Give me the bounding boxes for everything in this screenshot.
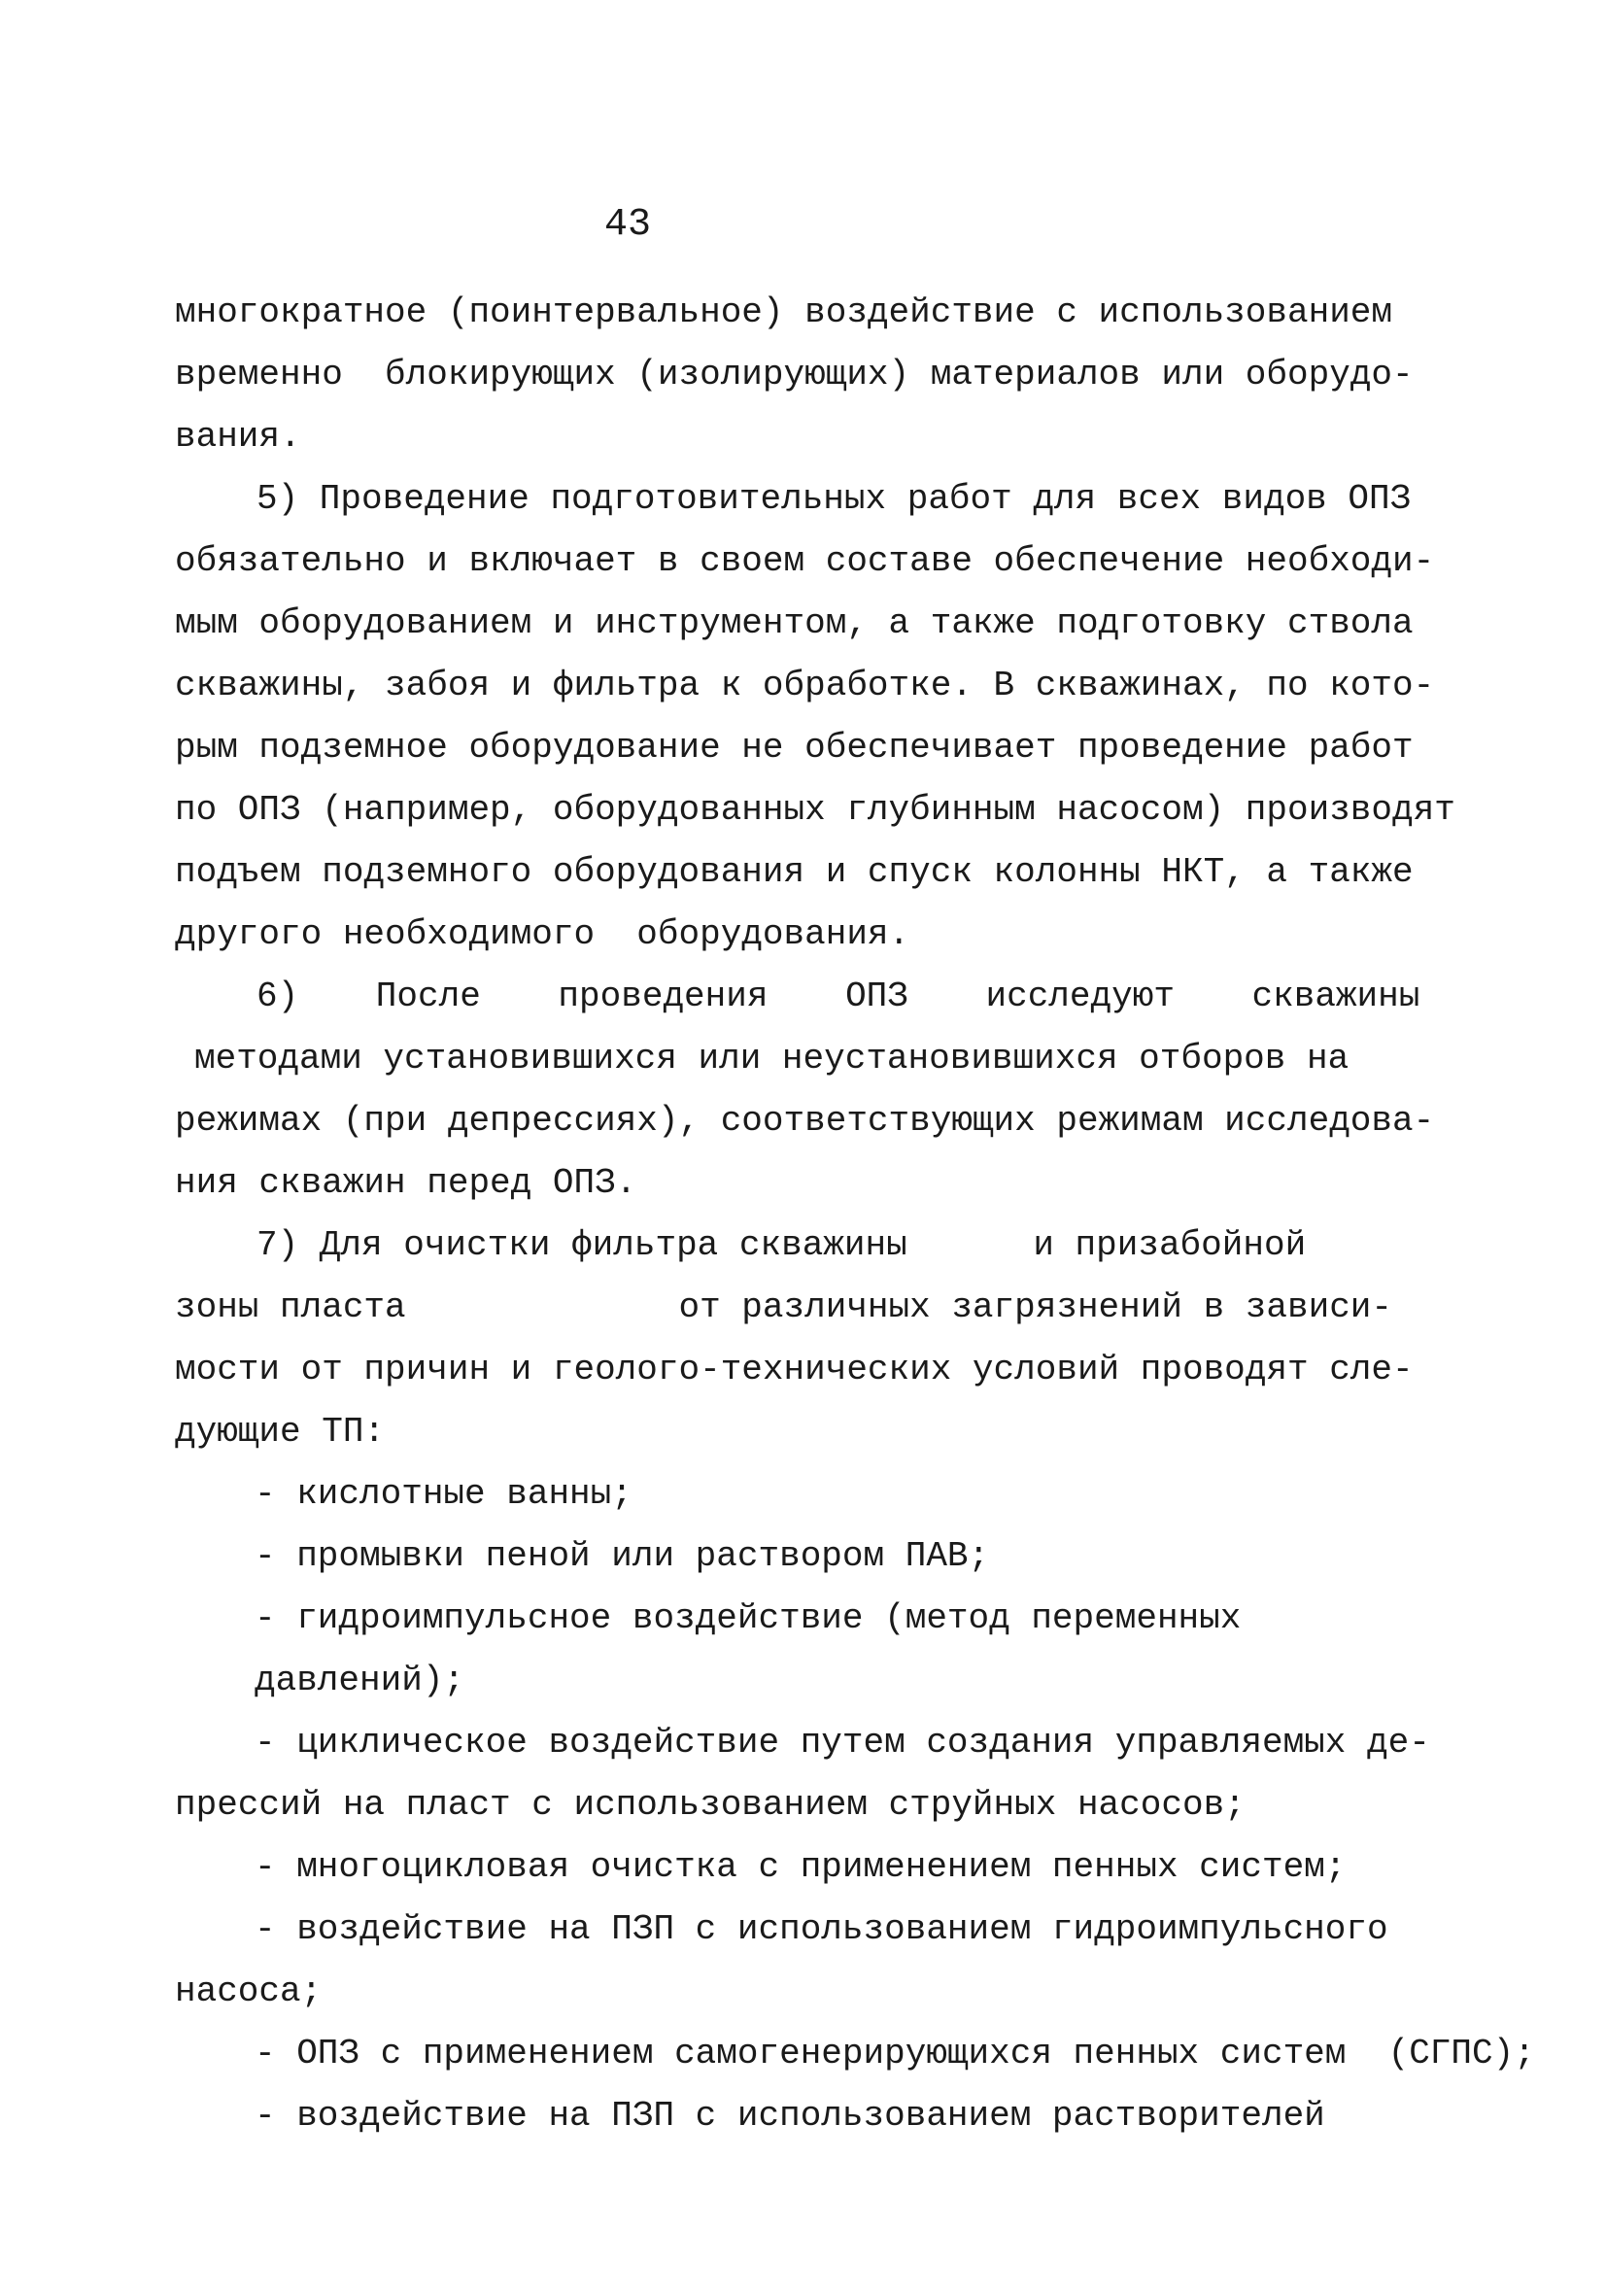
item6-line-1: 6) После проведения ОПЗ исследуют скважины [256,977,1420,1016]
list-item: - воздействие на ПЗП с использованием растворителей [255,2096,1325,2136]
item7-line-2: зоны пласта от различных загрязнений в зависи- [175,1287,1393,1327]
list-item: - гидроимпульсное воздействие (метод переменных давлений); [255,1598,1242,1700]
page-number: 43 [604,203,652,247]
list-item: - ОПЗ с применением самогенерирующихся пенных систем (СГПС); [255,2034,1535,2073]
intro-line-2: временно блокирующих (изолирующих) материалов или оборудо- [175,355,1414,394]
list-item-continuation: насоса; [175,1971,323,2011]
list-item: - циклическое воздействие путем создания управляемых де- [255,1723,1430,1763]
item6-line-2: методами установившихся или неустановившихся отборов на [194,1039,1350,1079]
item6-line-3: режимах (при депрессиях), соответствующих режимам исследова- [175,1101,1435,1141]
item5-line-3: мым оборудованием и инструментом, а также подготовку ствола [175,603,1414,643]
intro-line-3: вания. [175,417,301,457]
item7-line-4: дующие ТП: [175,1412,386,1452]
item6-line-4: ния скважин перед ОПЗ. [175,1163,637,1203]
item5-line-1: 5) Проведение подготовительных работ для всех видов ОПЗ [256,479,1412,519]
item5-line-4: скважины, забоя и фильтра к обработке. В скважинах, по кото- [175,666,1435,705]
item5-line-5: рым подземное оборудование не обеспечивает проведение работ [175,728,1414,768]
item5-line-2: обязательно и включает в своем составе обеспечение необходи- [175,541,1435,581]
list-item: - многоцикловая очистка с применением пенных систем; [255,1847,1347,1887]
list-item: - кислотные ванны; [255,1474,632,1514]
list-item: - воздействие на ПЗП с использованием гидроимпульсного [255,1909,1388,1949]
intro-line-1: многократное (поинтервальное) воздействие с использованием [175,292,1393,332]
item7-line-3: мости от причин и геолого-технических условий проводят сле- [175,1350,1414,1389]
item5-line-7: подъем подземного оборудования и спуск колонны НКТ, а также [175,852,1414,892]
item5-line-6: по ОПЗ (например, оборудованных глубинным насосом) производят [175,790,1455,830]
list-item-continuation: прессий на пласт с использованием струйных насосов; [175,1785,1246,1825]
body-text [175,282,1535,2147]
item5-line-8: другого необходимого оборудования. [175,914,910,954]
item7-line-1: 7) Для очистки фильтра скважины и призабойной [256,1225,1307,1265]
list-item: - промывки пеной или раствором ПАВ; [255,1536,990,1576]
